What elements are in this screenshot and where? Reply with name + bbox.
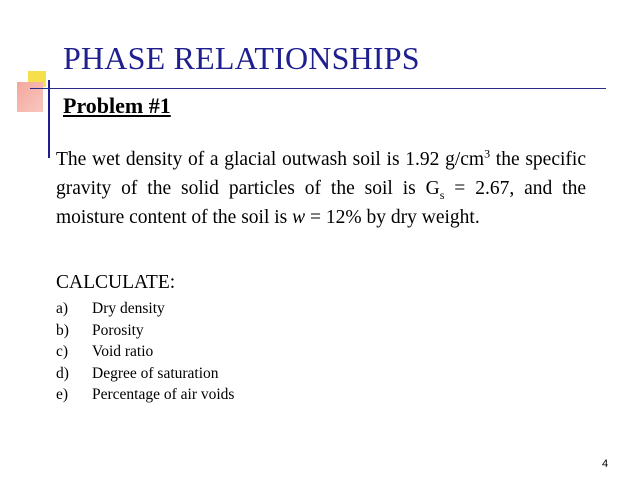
moisture-symbol: w xyxy=(292,207,306,228)
calculate-heading: CALCULATE: xyxy=(56,272,176,293)
slide-title: PHASE RELATIONSHIPS xyxy=(63,40,420,76)
list-item-text: Percentage of air voids xyxy=(92,386,235,403)
problem-heading: Problem #1 xyxy=(63,93,171,118)
list-item xyxy=(56,384,234,406)
statement-gs-rest: = 2.67, and the moisture content of the soil is xyxy=(56,178,586,228)
list-item-text: Dry density xyxy=(92,300,165,317)
density-exponent: 3 xyxy=(484,146,491,161)
list-marker: e) xyxy=(56,386,69,403)
list-marker: c) xyxy=(56,343,69,360)
list-marker: b) xyxy=(56,321,69,339)
list-item xyxy=(56,298,234,320)
title-decoration-vertical-line xyxy=(48,80,50,158)
problem-statement xyxy=(56,145,586,232)
statement-end: = 12% by dry weight. xyxy=(305,207,480,228)
list-item-text: Porosity xyxy=(92,321,144,339)
list-marker: d) xyxy=(56,364,69,382)
list-item-text: Void ratio xyxy=(92,343,154,360)
title-underline-rule xyxy=(30,88,606,89)
calculation-list xyxy=(56,298,234,406)
list-item xyxy=(56,320,234,342)
gs-subscript: s xyxy=(439,187,445,202)
statement-intro: The wet density of a glacial outwash soil is 1.92 g/cm xyxy=(56,149,485,170)
list-marker: a) xyxy=(56,300,69,317)
title-decoration-pink xyxy=(17,82,43,112)
list-item xyxy=(56,341,234,363)
statement-mid: the specific gravity of the solid particles of the soil is G xyxy=(56,149,586,199)
page-number: 4 xyxy=(602,458,609,470)
list-item-text: Degree of saturation xyxy=(92,364,219,382)
list-item xyxy=(56,363,234,385)
